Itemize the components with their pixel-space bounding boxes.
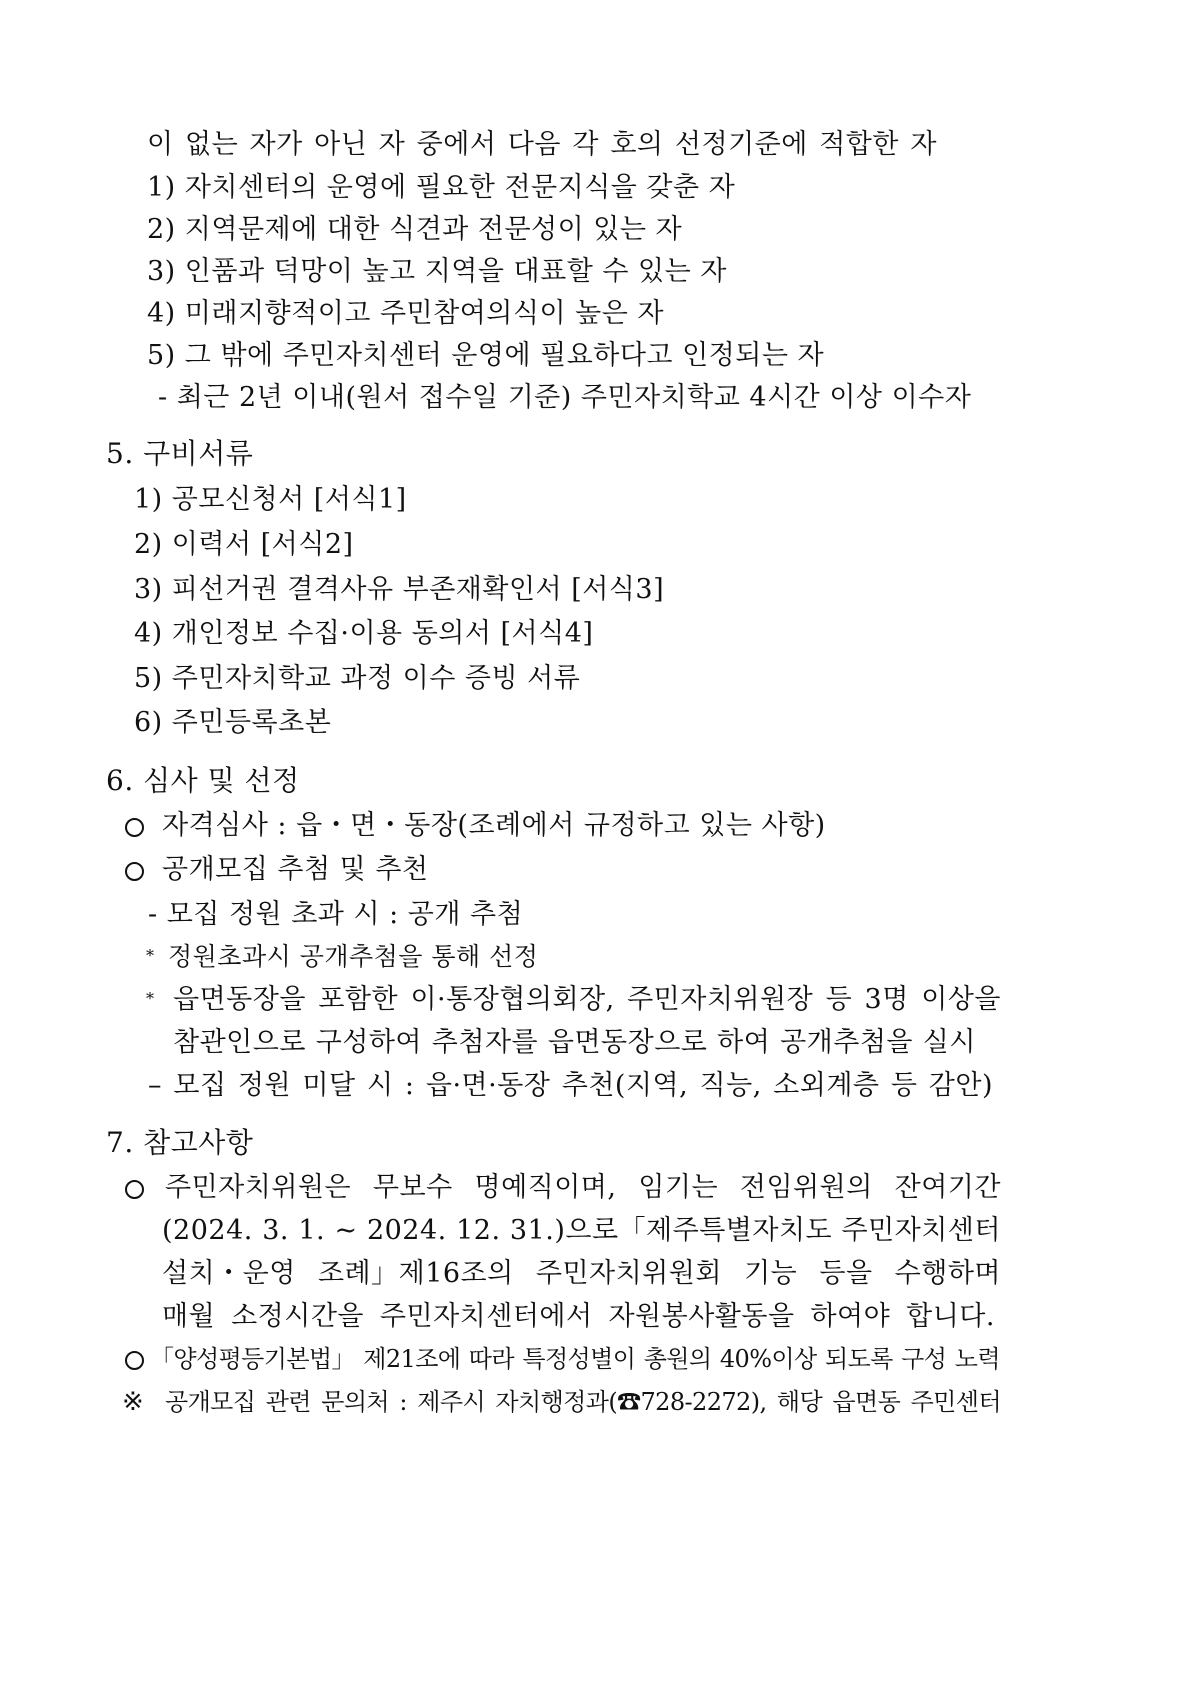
word: 공개추첨을 (780, 1027, 913, 1058)
notice-para-text4 (162, 1299, 995, 1335)
notice-para-text2 (162, 1213, 1001, 1249)
word: : (404, 1070, 415, 1101)
criteria-item-1: 1) 자치센터의 운영에 필요한 전문지식을 갖춘 자 (147, 172, 736, 203)
word: 읍면동 (832, 1388, 901, 1416)
word: 되도록 (825, 1345, 893, 1373)
word: 읍·면·동장 (425, 1070, 551, 1101)
word: 기능 (744, 1258, 798, 1289)
document-item-2: 2) 이력서 [서식2] (134, 529, 354, 560)
notice-para-line3 (162, 1256, 1001, 1292)
contact-line (165, 1384, 1001, 1420)
screening-bullet: 자격심사 : 읍・면・동장(조례에서 규정하고 있는 사항) (162, 810, 826, 841)
word: 1. (298, 1215, 326, 1246)
circle-bullet-icon (125, 818, 144, 837)
intro-line (147, 127, 937, 163)
word: 읍면동장으로 (547, 1027, 708, 1058)
word: 구성 (901, 1345, 947, 1373)
notice-para-line4 (162, 1299, 995, 1335)
over-quota-line: - 모집 정원 초과 시 : 공개 추첨 (148, 899, 524, 930)
word: 관련 (265, 1388, 311, 1416)
asterisk-icon: * (146, 946, 154, 965)
notice-para-line2 (162, 1213, 1001, 1249)
notice-para-text1 (165, 1170, 1001, 1206)
word: (2024. (162, 1215, 253, 1246)
word: 이 (147, 129, 174, 160)
word: 설치・운영 (162, 1258, 296, 1289)
word: 아닌 (314, 129, 368, 160)
circle-bullet-icon (125, 1180, 144, 1199)
word: – (148, 1070, 162, 1101)
word: 실시 (922, 1027, 976, 1058)
word: 31.)으로「제주특별자치도 (509, 1215, 833, 1246)
word: 추첨자를 (431, 1027, 539, 1058)
word: 합니다. (906, 1301, 995, 1332)
word: 주민자치위원회 (535, 1258, 722, 1289)
under-quota-line (148, 1068, 993, 1104)
document-item-5: 5) 주민자치학교 과정 이수 증빙 서류 (134, 663, 581, 694)
word: 주민자치센터에서 (379, 1301, 593, 1332)
word: 「양성평등기본법」 (150, 1345, 355, 1373)
reference-mark-icon: ※ (122, 1387, 145, 1417)
word: 하여 (717, 1027, 771, 1058)
word: 하여야 (810, 1301, 891, 1332)
word: ~ (334, 1215, 358, 1246)
asterisk-icon: * (146, 989, 154, 1008)
criteria-item-3: 3) 인품과 덕망이 높고 지역을 대표할 수 있는 자 (147, 256, 727, 287)
word: 등을 (819, 1258, 873, 1289)
word: 소정시간을 (231, 1301, 364, 1332)
section7-heading: 7. 참고사항 (106, 1126, 254, 1159)
notice-para-text3 (162, 1256, 1001, 1292)
lottery-note-1: 정원초과시 공개추첨을 통해 선정 (168, 942, 539, 971)
criteria-item-4: 4) 미래지향적이고 주민참여의식이 높은 자 (147, 298, 664, 329)
word: 중에서 (416, 129, 497, 160)
word: 제주시 (417, 1388, 486, 1416)
contact-text (165, 1384, 1001, 1420)
word: 노력 (954, 1345, 1000, 1373)
notice-para-line1 (165, 1170, 1001, 1206)
section6-heading: 6. 심사 및 선정 (106, 764, 300, 797)
word: 문의처 (321, 1388, 390, 1416)
word: 제21조에 (363, 1345, 461, 1373)
word: 12. (456, 1215, 501, 1246)
criteria-item-2: 2) 지역문제에 대한 식견과 전문성이 있는 자 (147, 214, 683, 245)
circle-bullet-icon (125, 1351, 144, 1370)
criteria-note: - 최근 2년 이내(원서 접수일 기준) 주민자치학교 4시간 이상 이수자 (158, 382, 972, 413)
word: 임기는 (638, 1172, 719, 1203)
word: 읍면동장을 (173, 984, 306, 1015)
word: 주민센터 (910, 1388, 1001, 1416)
lottery-note-2-text2 (173, 1025, 976, 1061)
word: 다음 (507, 129, 561, 160)
word: 따라 (468, 1345, 514, 1373)
word: 시 (366, 1070, 394, 1101)
word: 미달 (302, 1070, 356, 1101)
word: 전임위원의 (739, 1172, 873, 1203)
intro-text (147, 127, 937, 163)
under-quota-text (148, 1068, 993, 1104)
word: 자가 (249, 129, 303, 160)
word: 주민자치위원장 (627, 984, 814, 1015)
document-item-1: 1) 공모신청서 [서식1] (134, 484, 407, 515)
word: 모집 (173, 1070, 227, 1101)
word: 감안) (928, 1070, 993, 1101)
document-item-4: 4) 개인정보 수집·이용 동의서 [서식4] (134, 618, 594, 649)
word: 3. (262, 1215, 289, 1246)
document-item-6: 6) 주민등록초본 (134, 707, 332, 738)
word: 3명 (864, 984, 909, 1015)
word: 잔여기간 (894, 1172, 1001, 1203)
word: : (399, 1388, 407, 1416)
word: 포함한 (318, 984, 399, 1015)
gender-balance-line (150, 1341, 1000, 1377)
word: 등 (890, 1070, 918, 1101)
word: 조례」제16조의 (317, 1258, 514, 1289)
gender-balance-text (150, 1341, 1000, 1377)
section5-heading: 5. 구비서류 (106, 437, 254, 470)
circle-bullet-icon (125, 862, 144, 881)
word: 호의 (610, 129, 664, 160)
word: 추천(지역, (561, 1070, 689, 1101)
lottery-note-2-text1 (173, 982, 1001, 1018)
word: 특정성별이 (522, 1345, 636, 1373)
word: 자 (910, 129, 937, 160)
word: 이·통장협의회장, (410, 984, 615, 1015)
lottery-note-2-line1 (173, 982, 1001, 1018)
word: 없는 (184, 129, 239, 160)
word: 해당 (776, 1388, 823, 1416)
word: 공개모집 (165, 1388, 256, 1416)
word: 정원 (237, 1070, 292, 1101)
word: 이상을 (921, 984, 1001, 1015)
document-item-3: 3) 피선거권 결격사유 부존재확인서 [서식3] (134, 574, 665, 605)
lottery-note-2-line2 (173, 1025, 976, 1061)
word: 명예직이며, (474, 1172, 617, 1203)
word: 각 (572, 129, 599, 160)
word: 구성하여 (315, 1027, 423, 1058)
word: 주민자치위원은 (165, 1172, 352, 1203)
word: 선정기준에 (674, 129, 808, 160)
word: 2024. (366, 1215, 447, 1246)
word: 참관인으로 (173, 1027, 306, 1058)
word: 자 (378, 129, 406, 160)
word: 40%이상 (719, 1345, 817, 1373)
word: 등 (825, 984, 853, 1015)
word: 직능, (699, 1070, 762, 1101)
criteria-item-5: 5) 그 밖에 주민자치센터 운영에 필요하다고 인정되는 자 (147, 340, 825, 371)
word: 수행하며 (894, 1258, 1001, 1289)
word: 자원봉사활동을 (608, 1301, 795, 1332)
word: 총원의 (643, 1345, 712, 1373)
word: 주민자치센터 (841, 1215, 1001, 1246)
word: 적합한 (819, 129, 899, 160)
word: 자치행정과(☎728-2272), (495, 1388, 767, 1416)
lottery-bullet: 공개모집 추첨 및 추천 (162, 854, 429, 885)
word: 매월 (162, 1301, 216, 1332)
word: 무보수 (372, 1172, 453, 1203)
word: 소외계층 (773, 1070, 880, 1101)
